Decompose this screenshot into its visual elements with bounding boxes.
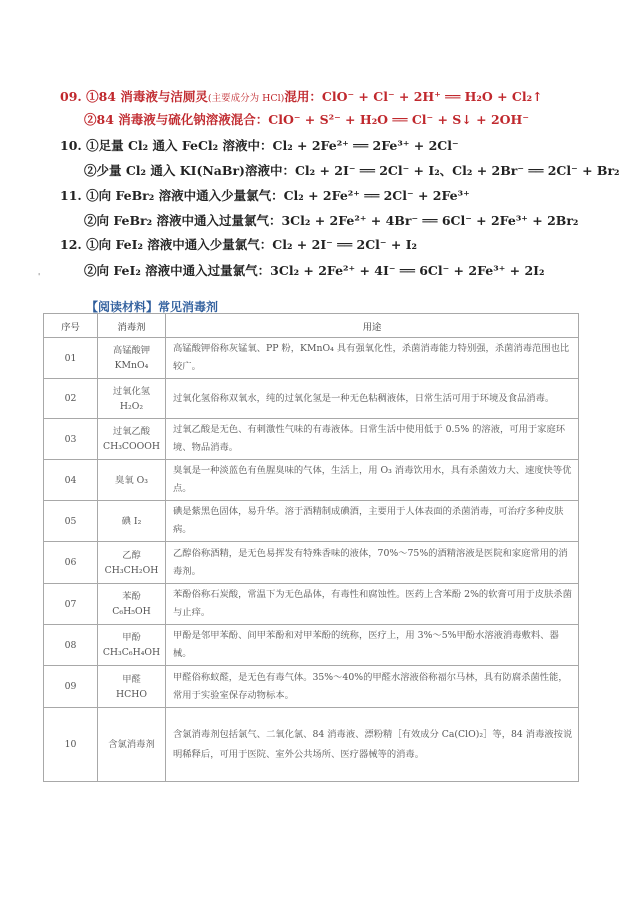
- name-text: 甲酚: [122, 632, 141, 643]
- name-text: 碘 I₂: [121, 515, 142, 527]
- equation-number: 09.: [60, 89, 82, 104]
- formula-text: H₂O₂: [119, 400, 144, 412]
- header-number: 序号: [44, 314, 98, 338]
- disinfectant-name: [98, 708, 166, 782]
- equation-number: 11.: [60, 188, 82, 203]
- use-text: 含氯消毒剂包括氯气、二氧化氯、84 消毒液、漂粉精［有效成分 Ca(ClO)₂］等，84 消毒液按说明稀释后，可用于医院、室外公共场所、医疗器械等的消毒。: [166, 708, 579, 782]
- row-number: 08: [44, 625, 98, 666]
- table-row: [44, 379, 579, 419]
- header-disinfectant: 消毒剂: [98, 314, 166, 338]
- equation-text: ①足量 Cl₂ 通入 FeCl₂ 溶液中：Cl₂ + 2Fe²⁺ ══ 2Fe³⁺ + 2Cl⁻: [86, 138, 459, 153]
- row-number: 05: [44, 501, 98, 542]
- row-number: 10: [44, 708, 98, 782]
- row-number: 04: [44, 460, 98, 501]
- formula-text: CH₃CH₂OH: [104, 564, 159, 576]
- table-row: [44, 501, 579, 542]
- name-text: 含氯消毒剂: [108, 739, 155, 750]
- equation-line: [60, 162, 640, 180]
- disinfectant-table: [43, 313, 579, 782]
- equation-line: [60, 236, 620, 254]
- name-text: 乙醇: [122, 549, 141, 561]
- row-number: 02: [44, 379, 98, 419]
- header-use: 用途: [166, 314, 579, 338]
- table-header-row: [44, 314, 579, 338]
- equation-line: [60, 111, 640, 129]
- table-row: [44, 419, 579, 460]
- equation-text: ①84 消毒液与洁厕灵: [86, 89, 208, 104]
- name-text: 甲醛: [122, 673, 141, 685]
- formula-text: CH₃COOOH: [102, 441, 161, 452]
- equation-text: ②84 消毒液与硫化钠溶液混合：ClO⁻ + S²⁻ + H₂O ══ Cl⁻ + S↓ + 2OH⁻: [84, 112, 529, 127]
- disinfectant-name: [98, 501, 166, 542]
- use-text: 过氧化氢俗称双氧水，纯的过氧化氢是一种无色粘稠液体，日常生活可用于环境及食品消毒。: [166, 379, 579, 419]
- name-text: 臭氧 O₃: [115, 474, 148, 486]
- table-row: [44, 460, 579, 501]
- formula-text: C₆H₅OH: [112, 606, 151, 617]
- equation-note: (主要成分为 HCl): [207, 93, 285, 104]
- equation-line: [60, 137, 620, 155]
- use-text: 高锰酸钾俗称灰锰氧、PP 粉，KMnO₄ 具有强氧化性，杀菌消毒能力特别强，杀菌消毒范围也比较广。: [166, 338, 579, 379]
- disinfectant-name: [98, 666, 166, 708]
- use-text: 过氧乙酸是无色、有刺激性气味的有毒液体。日常生活中使用低于 0.5% 的溶液，可用于家庭环境、物品消毒。: [166, 419, 579, 460]
- formula-text: HCHO: [116, 688, 147, 700]
- disinfectant-name: [98, 625, 166, 666]
- disinfectant-name: [98, 338, 166, 379]
- table-row: [44, 625, 579, 666]
- name-text: 过氧化氢: [112, 385, 151, 397]
- equation-line: [60, 187, 620, 205]
- stray-mark: ': [38, 272, 41, 281]
- use-text: 臭氧是一种淡蓝色有鱼腥臭味的气体，生活上，用 O₃ 消毒饮用水，具有杀菌效力大、速度快等优点。: [166, 460, 579, 501]
- equation-tail: 混用：ClO⁻ + Cl⁻ + 2H⁺ ══ H₂O + Cl₂↑: [284, 89, 543, 104]
- row-number: 03: [44, 419, 98, 460]
- equation-text: ①向 FeBr₂ 溶液中通入少量氯气：Cl₂ + 2Fe²⁺ ══ 2Cl⁻ + 2Fe³⁺: [86, 188, 470, 203]
- use-text: 苯酚俗称石炭酸，常温下为无色晶体，有毒性和腐蚀性。医药上含苯酚 2%的软膏可用于皮肤杀菌与止痒。: [166, 584, 579, 625]
- equation-text: ①向 FeI₂ 溶液中通入少量氯气：Cl₂ + 2I⁻ ══ 2Cl⁻ + I₂: [86, 237, 418, 252]
- name-text: 过氧乙酸: [112, 426, 151, 437]
- equation-number: 10.: [60, 138, 82, 153]
- equation-line: [60, 212, 640, 230]
- use-text: 甲醛俗称蚁醛，是无色有毒气体。35%～40%的甲醛水溶液俗称福尔马林，具有防腐杀菌性能，常用于实验室保存动物标本。: [166, 666, 579, 708]
- table-row: [44, 708, 579, 782]
- disinfectant-name: [98, 419, 166, 460]
- disinfectant-name: [98, 460, 166, 501]
- name-text: 高锰酸钾: [112, 345, 151, 356]
- formula-text: KMnO₄: [114, 360, 149, 371]
- equation-text: ②少量 Cl₂ 通入 KI(NaBr)溶液中：Cl₂ + 2I⁻ ══ 2Cl⁻ + I₂、Cl₂ + 2Br⁻ ══ 2Cl⁻ + Br₂: [84, 163, 620, 178]
- table-row: [44, 666, 579, 708]
- use-text: 乙醇俗称酒精，是无色易挥发有特殊香味的液体，70%～75%的酒精溶液是医院和家庭常用的消毒剂。: [166, 542, 579, 584]
- formula-text: CH₃C₆H₄OH: [102, 647, 161, 658]
- row-number: 01: [44, 338, 98, 379]
- table-row: [44, 542, 579, 584]
- disinfectant-name: [98, 542, 166, 584]
- equation-text: ②向 FeBr₂ 溶液中通入过量氯气：3Cl₂ + 2Fe²⁺ + 4Br⁻ ══ 6Cl⁻ + 2Fe³⁺ + 2Br₂: [84, 213, 579, 228]
- row-number: 07: [44, 584, 98, 625]
- equation-line: [60, 88, 620, 108]
- use-text: 碘是紫黑色固体，易升华。溶于酒精制成碘酒，主要用于人体表面的杀菌消毒，可治疗多种皮肤病。: [166, 501, 579, 542]
- section-title: 【阅读材料】常见消毒剂: [86, 300, 219, 314]
- disinfectant-name: [98, 584, 166, 625]
- use-text: 甲酚是邻甲苯酚、间甲苯酚和对甲苯酚的统称，医疗上，用 3%～5%甲酚水溶液消毒敷料、器械。: [166, 625, 579, 666]
- name-text: 苯酚: [122, 591, 141, 602]
- table-row: [44, 338, 579, 379]
- equation-text: ②向 FeI₂ 溶液中通入过量氯气：3Cl₂ + 2Fe²⁺ + 4I⁻ ══ 6Cl⁻ + 2Fe³⁺ + 2I₂: [84, 263, 545, 278]
- table-row: [44, 584, 579, 625]
- equation-number: 12.: [60, 237, 82, 252]
- row-number: 06: [44, 542, 98, 584]
- disinfectant-name: [98, 379, 166, 419]
- row-number: 09: [44, 666, 98, 708]
- equation-line: [60, 262, 640, 280]
